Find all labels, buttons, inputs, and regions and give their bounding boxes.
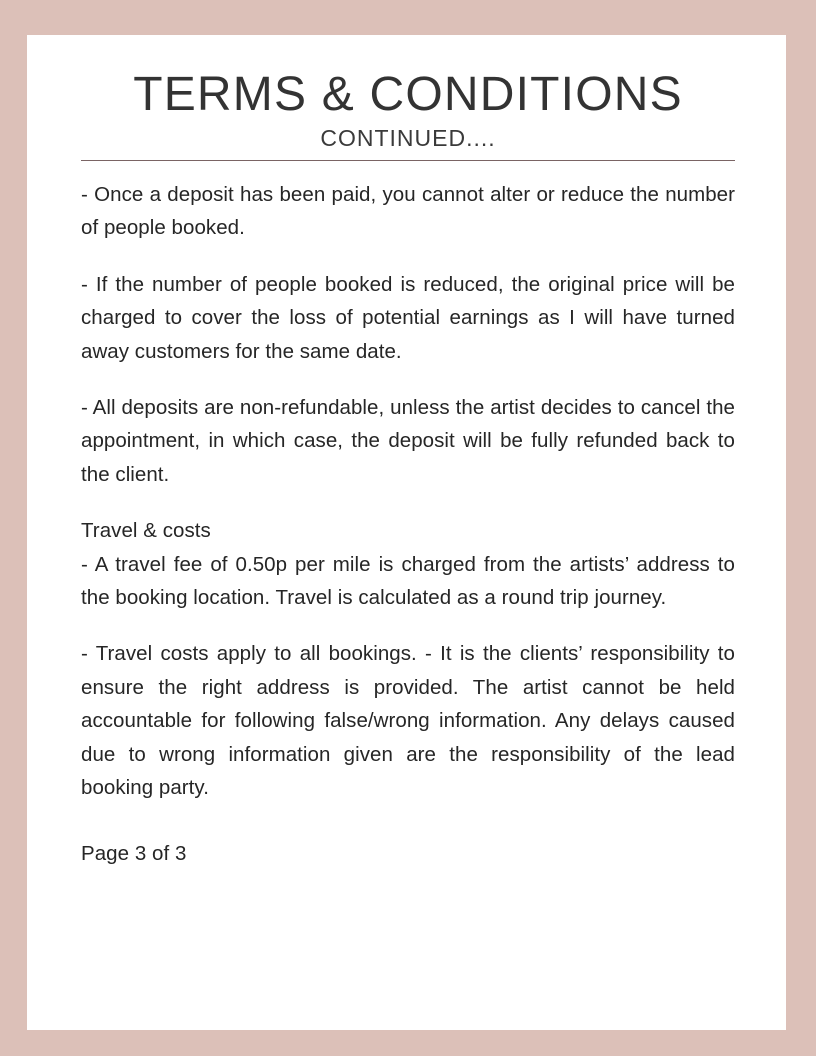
title-divider (81, 160, 735, 161)
page-number-label: Page 3 of 3 (81, 841, 187, 865)
footer-spacer (81, 828, 735, 837)
terms-paragraph-reduced-numbers: - If the number of people booked is reduced, the original price will be charged to cover the loss of potential earnings as I will have turned away customers for the same date. (81, 272, 735, 363)
terms-paragraph-deposit-alteration: - Once a deposit has been paid, you cannot alter or reduce the number of people booked. (81, 183, 735, 240)
terms-paragraph-non-refundable: - All deposits are non-refundable, unless the artist decides to cancel the appointment, in which case, the deposit will be fully refunded back to the client. (81, 396, 735, 486)
document-sheet (27, 35, 786, 1030)
section-heading-travel-costs: Travel & costs (81, 519, 211, 543)
terms-paragraph-travel-responsibility: - Travel costs apply to all bookings. - It is the clients’ responsibility to ensure the right address is provided. The artist cannot be held accountable for following false/wrong information. Any delays caused due to wrong information given are the responsibility of the lead booking party. (81, 642, 735, 800)
terms-body (81, 178, 735, 870)
document-content (81, 68, 735, 870)
page-subtitle: CONTINUED.... (320, 125, 496, 151)
travel-costs-section (81, 514, 735, 614)
page-title: TERMS & CONDITIONS (133, 68, 683, 121)
terms-paragraph-travel-fee: - A travel fee of 0.50p per mile is charged from the artists’ address to the booking location. Travel is calculated as a round trip journey. (81, 552, 735, 610)
